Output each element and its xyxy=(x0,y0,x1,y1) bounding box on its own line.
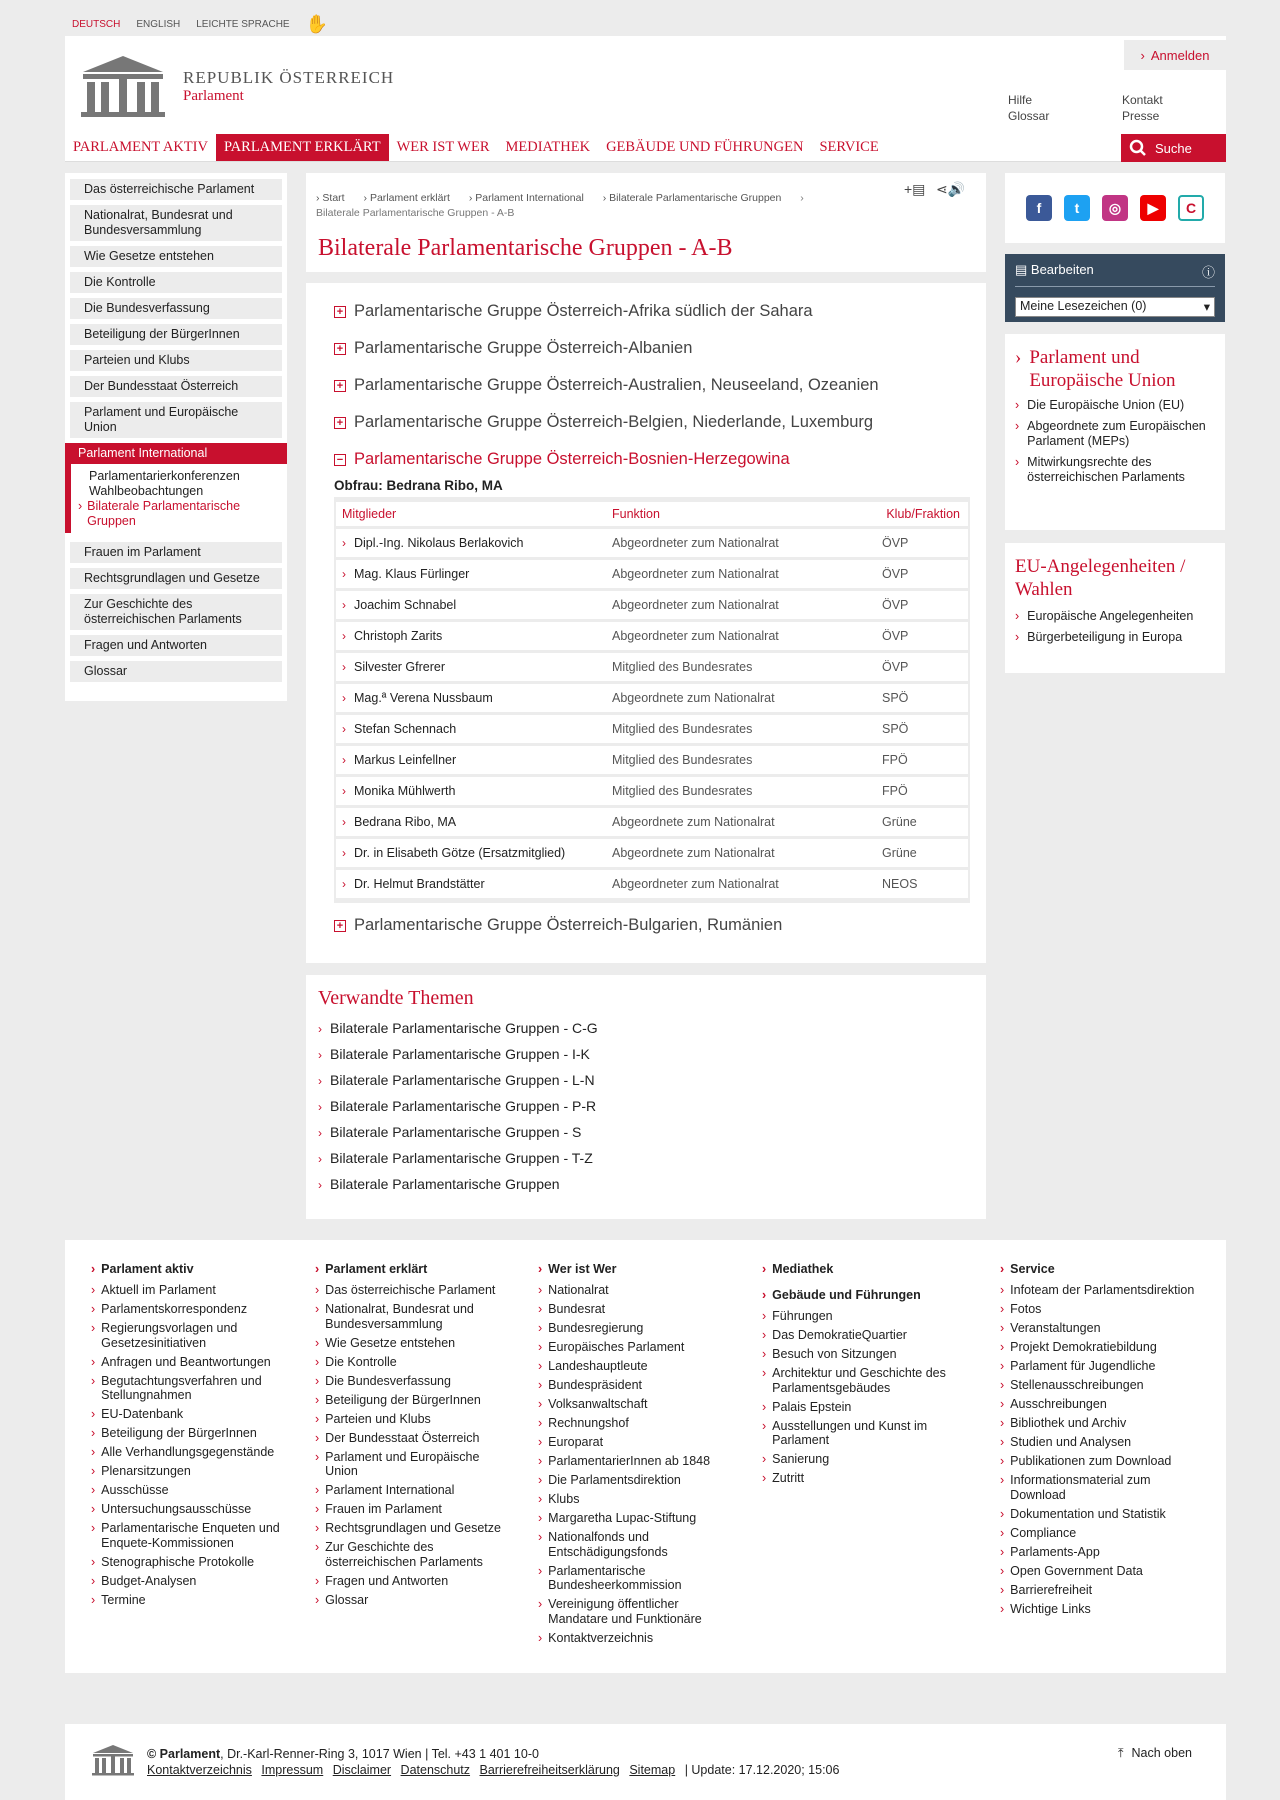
member-club: ÖVP xyxy=(876,622,968,650)
member-function: Mitglied des Bundesrates xyxy=(606,715,876,743)
footer-col-title[interactable]: › Service xyxy=(1000,1262,1055,1276)
member-function: Abgeordnete zum Nationalrat xyxy=(606,684,876,712)
chevron-right-icon: › xyxy=(342,598,346,612)
footer-link[interactable]: › EU-Datenbank xyxy=(91,1407,184,1421)
sidebar-item[interactable]: Die Bundesverfassung xyxy=(70,298,282,319)
footer-col-aktiv xyxy=(91,1262,286,1612)
related-link[interactable]: › Bilaterale Parlamentarische Gruppen - T-Z xyxy=(318,1150,593,1166)
lang-deutsch[interactable]: DEUTSCH xyxy=(72,19,121,30)
member-name[interactable]: › Silvester Gfrerer xyxy=(336,653,606,681)
parliament-logo-small[interactable] xyxy=(91,1744,135,1776)
footer-link[interactable]: › Veranstaltungen xyxy=(1000,1321,1101,1335)
table-row[interactable] xyxy=(336,653,968,681)
members-table xyxy=(334,497,970,903)
footer-link[interactable]: › Beteiligung der BürgerInnen xyxy=(315,1392,481,1407)
groups-box xyxy=(306,283,986,963)
search-icon xyxy=(1129,139,1147,157)
table-row[interactable] xyxy=(336,591,968,619)
related-link[interactable]: › Bilaterale Parlamentarische Gruppen xyxy=(318,1176,560,1192)
table-header xyxy=(336,502,968,526)
member-club: SPÖ xyxy=(876,715,968,743)
eu-box-title[interactable]: › Parlament und Europäische Union xyxy=(1015,347,1176,391)
footer-link[interactable]: › Compliance xyxy=(1000,1525,1077,1540)
copyright: © Parlament, Dr.-Karl-Renner-Ring 3, 1017 Wien | Tel. +43 1 401 10-0 Kontaktverzeichnis Impressum Disclaimer Datenschutz Barrierefreiheitserklärung Sitemap | Update: 17.12.2020; 15:06 xyxy=(147,1747,840,1777)
press-link[interactable]: Presse xyxy=(1122,109,1160,123)
footer-link[interactable]: › Rechtsgrundlagen und Gesetze xyxy=(315,1521,501,1535)
instagram-icon[interactable]: ◎ xyxy=(1102,195,1128,221)
sidebar-item[interactable]: Glossar xyxy=(70,661,282,682)
sidebar-nav xyxy=(65,173,287,701)
footer-link[interactable]: › Fragen und Antworten xyxy=(315,1573,449,1588)
member-function: Abgeordneter zum Nationalrat xyxy=(606,591,876,619)
contact-link[interactable]: Kontakt xyxy=(1122,93,1163,107)
search-button[interactable]: Suche xyxy=(1121,134,1226,162)
eu-affairs-link[interactable]: › Europäische Angelegenheiten xyxy=(1015,609,1194,623)
parliament-building-icon xyxy=(79,54,167,118)
footer-link[interactable]: › Die Parlamentsdirektion xyxy=(538,1473,681,1487)
eu-link[interactable]: › Die Europäische Union (EU) xyxy=(1015,398,1185,412)
update-date: | Update: 17.12.2020; 15:06 xyxy=(684,1763,840,1777)
help-links xyxy=(1008,92,1049,124)
nav-mediathek[interactable]: MEDIATHEK xyxy=(505,139,591,155)
collapse-icon: − xyxy=(334,454,346,466)
footer-link[interactable]: › Parlamentskorrespondenz xyxy=(91,1302,248,1316)
footer-link[interactable]: › Open Government Data xyxy=(1000,1563,1143,1578)
footer-link[interactable]: › Aktuell im Parlament xyxy=(91,1283,216,1297)
footer-col-title[interactable]: › Parlament aktiv xyxy=(91,1262,194,1276)
footer-link[interactable]: › Das DemokratieQuartier xyxy=(762,1328,907,1342)
group-accordion[interactable]: + Parlamentarische Gruppe Österreich-Bulgarien, Rumänien xyxy=(334,907,958,944)
breadcrumb-item[interactable]: › Parlament erklärt xyxy=(363,192,450,204)
footer-link[interactable]: › Landeshauptleute xyxy=(538,1359,648,1373)
footer-col-mediathek xyxy=(762,1262,957,1490)
logo-title: REPUBLIK ÖSTERREICH xyxy=(183,67,395,87)
nav-gebaeude[interactable]: GEBÄUDE UND FÜHRUNGEN xyxy=(606,139,804,155)
sidebar-subitem-current[interactable]: › Bilaterale Parlamentarische Gruppen xyxy=(78,499,241,528)
nav-service[interactable]: SERVICE xyxy=(819,139,879,155)
sidebar-item[interactable]: Frauen im Parlament xyxy=(70,542,282,563)
lang-english[interactable]: ENGLISH xyxy=(136,19,181,30)
footer-link[interactable]: › Projekt Demokratiebildung xyxy=(1000,1340,1157,1354)
footer-link[interactable]: › Plenarsitzungen xyxy=(91,1464,191,1478)
social-links xyxy=(1005,173,1225,243)
member-name[interactable]: › Stefan Schennach xyxy=(336,715,606,743)
member-function: Abgeordnete zum Nationalrat xyxy=(606,839,876,867)
chevron-right-icon: › xyxy=(342,691,346,705)
footer-col-title[interactable]: › Wer ist Wer xyxy=(538,1262,617,1276)
member-club: Grüne xyxy=(876,839,968,867)
footer-link[interactable]: › Ausschreibungen xyxy=(1000,1397,1107,1411)
footer-link[interactable]: › Untersuchungsausschüsse xyxy=(91,1502,252,1516)
footer-link[interactable]: › Studien und Analysen xyxy=(1000,1435,1132,1449)
sidebar-item[interactable]: Fragen und Antworten xyxy=(70,635,282,656)
footer-link[interactable]: › Beteiligung der BürgerInnen xyxy=(91,1426,257,1440)
footer-link[interactable]: › Bundespräsident xyxy=(538,1378,642,1392)
login-button[interactable]: › Anmelden xyxy=(1124,40,1226,70)
eu-affairs-link[interactable]: › Bürgerbeteiligung in Europa xyxy=(1015,630,1183,644)
footer-link[interactable]: › Volksanwaltschaft xyxy=(538,1397,648,1411)
chevron-right-icon: › xyxy=(342,660,346,674)
member-function: Abgeordnete zum Nationalrat xyxy=(606,808,876,836)
table-row[interactable] xyxy=(336,684,968,712)
related-link[interactable]: › Bilaterale Parlamentarische Gruppen - S xyxy=(318,1124,582,1140)
eu-affairs-box xyxy=(1005,543,1225,673)
footer-link[interactable]: › Stenographische Protokolle xyxy=(91,1554,255,1569)
sidebar-subitem[interactable]: Wahlbeobachtungen xyxy=(89,484,204,498)
chevron-right-icon: › xyxy=(342,536,346,550)
footer-link[interactable]: › Glossar xyxy=(315,1592,369,1607)
table-row[interactable] xyxy=(336,529,968,557)
expand-icon: + xyxy=(334,306,346,318)
footer-col-service xyxy=(1000,1262,1195,1621)
footer-link[interactable]: › Europäisches Parlament xyxy=(538,1340,685,1354)
footer-link[interactable]: › Parlamentarische Enqueten und Enquete-Kommissionen xyxy=(91,1521,280,1550)
footer-link[interactable]: › Fotos xyxy=(1000,1302,1042,1316)
sidebar-item-active[interactable]: Parlament International xyxy=(65,443,287,464)
member-name[interactable]: › Markus Leinfellner xyxy=(336,746,606,774)
member-name[interactable]: › Joachim Schnabel xyxy=(336,591,606,619)
footer-link[interactable]: › Der Bundesstaat Österreich xyxy=(315,1430,480,1445)
member-name[interactable]: › Monika Mühlwerth xyxy=(336,777,606,805)
footer-link[interactable]: › Informationsmaterial zum Download xyxy=(1000,1473,1151,1502)
twitter-icon[interactable]: t xyxy=(1064,195,1090,221)
table-row[interactable] xyxy=(336,870,968,898)
footer-link[interactable]: › Besuch von Sitzungen xyxy=(762,1347,897,1361)
demokratie-icon[interactable]: C xyxy=(1178,195,1204,221)
footer-link[interactable]: › Das österreichische Parlament xyxy=(315,1283,496,1297)
member-club: FPÖ xyxy=(876,746,968,774)
sidebar-subnav xyxy=(65,464,287,533)
title-box xyxy=(306,173,986,272)
arrow-up-icon: ⤒ xyxy=(1118,1746,1124,1760)
footer-link[interactable]: Disclaimer xyxy=(332,1763,392,1777)
group-accordion[interactable]: + Parlamentarische Gruppe Österreich-Afrika südlich der Sahara xyxy=(334,293,958,330)
eu-link[interactable]: › Abgeordnete zum Europäischen Parlament (MEPs) xyxy=(1015,419,1206,448)
breadcrumb-current: › Bilaterale Parlamentarische Gruppen - A-B xyxy=(316,192,804,219)
footer-link[interactable]: › Parlament für Jugendliche xyxy=(1000,1359,1156,1373)
footer-link[interactable]: › Wichtige Links xyxy=(1000,1601,1091,1616)
footer-link[interactable]: › Dokumentation und Statistik xyxy=(1000,1506,1166,1521)
member-name[interactable]: › Bedrana Ribo, MA xyxy=(336,808,606,836)
glossary-link[interactable]: Glossar xyxy=(1008,109,1050,123)
footer-link[interactable]: › Führungen xyxy=(762,1309,833,1323)
member-function: Abgeordneter zum Nationalrat xyxy=(606,560,876,588)
member-club: ÖVP xyxy=(876,529,968,557)
table-row[interactable] xyxy=(336,622,968,650)
footer-link[interactable]: › Parlamentarische Bundesheerkommission xyxy=(538,1563,682,1592)
footer-link[interactable]: Barrierefreiheitserklärung xyxy=(479,1763,620,1777)
footer-link[interactable]: › Ausstellungen und Kunst im Parlament xyxy=(762,1418,928,1447)
back-to-top[interactable]: ⤒ Nach oben xyxy=(1118,1746,1192,1760)
member-function: Abgeordneter zum Nationalrat xyxy=(606,622,876,650)
footer-link[interactable]: › Termine xyxy=(91,1592,146,1607)
footer-bottom xyxy=(65,1724,1226,1800)
footer-link[interactable]: › Barrierefreiheit xyxy=(1000,1582,1093,1597)
footer-link[interactable]: › Wie Gesetze entstehen xyxy=(315,1335,456,1350)
footer-link[interactable]: › Bibliothek und Archiv xyxy=(1000,1416,1127,1430)
group-accordion[interactable]: + Parlamentarische Gruppe Österreich-Belgien, Niederlande, Luxemburg xyxy=(334,404,958,441)
eu-link[interactable]: › Mitwirkungsrechte des österreichischen Parlaments xyxy=(1015,455,1185,484)
chevron-right-icon: › xyxy=(342,846,346,860)
footer-link[interactable]: › Nationalrat xyxy=(538,1283,609,1297)
expand-icon: + xyxy=(334,343,346,355)
member-function: Mitglied des Bundesrates xyxy=(606,777,876,805)
sidebar-item[interactable]: Der Bundesstaat Österreich xyxy=(70,376,282,397)
member-club: ÖVP xyxy=(876,653,968,681)
member-name[interactable]: › Mag. Klaus Fürlinger xyxy=(336,560,606,588)
site-header xyxy=(65,36,1226,162)
footer-link[interactable]: › Klubs xyxy=(538,1492,580,1506)
share-readaloud-icon[interactable]: ⋖🔊 xyxy=(936,181,966,197)
footer-link[interactable]: › Parlament International xyxy=(315,1483,455,1497)
language-bar xyxy=(72,14,328,35)
breadcrumb xyxy=(316,191,846,221)
nav-parlament-erklaert[interactable]: PARLAMENT ERKLÄRT xyxy=(216,134,389,161)
sidebar-subitem[interactable]: Parlamentarierkonferenzen xyxy=(89,469,240,483)
table-row[interactable] xyxy=(336,808,968,836)
footer-link[interactable]: › Die Bundesverfassung xyxy=(315,1373,451,1388)
footer-link[interactable]: › Publikationen zum Download xyxy=(1000,1454,1172,1468)
facebook-icon[interactable]: f xyxy=(1026,195,1052,221)
sidebar-item[interactable]: Parteien und Klubs xyxy=(70,350,282,371)
related-title: Verwandte Themen xyxy=(318,987,474,1009)
footer-link[interactable]: › Parlament und Europäische Union xyxy=(315,1449,480,1478)
col-function: Funktion xyxy=(606,502,876,526)
footer-link[interactable]: › Vereinigung öffentlicher Mandatare und Funktionäre xyxy=(538,1597,702,1626)
footer-link[interactable]: › Begutachtungsverfahren und Stellungnahmen xyxy=(91,1373,262,1402)
member-club: NEOS xyxy=(876,870,968,898)
edit-panel xyxy=(1005,254,1225,322)
group-accordion-open[interactable]: − Parlamentarische Gruppe Österreich-Bosnien-Herzegowina xyxy=(334,441,958,478)
sidebar-item[interactable]: Parlament und Europäische Union xyxy=(70,402,282,438)
footer-col-wer xyxy=(538,1262,733,1650)
footer-link[interactable]: › Nationalfonds und Entschädigungsfonds xyxy=(538,1530,668,1559)
sign-language-icon[interactable]: ✋ xyxy=(305,14,329,34)
footer-link[interactable]: › Ausschüsse xyxy=(91,1483,169,1497)
group-accordion[interactable]: + Parlamentarische Gruppe Österreich-Albanien xyxy=(334,330,958,367)
sidebar-item[interactable]: Rechtsgrundlagen und Gesetze xyxy=(70,568,282,589)
main-nav xyxy=(65,134,1226,162)
member-name[interactable]: › Dr. Helmut Brandstätter xyxy=(336,870,606,898)
footer-link[interactable]: Datenschutz xyxy=(400,1763,471,1777)
sidebar-item[interactable]: Wie Gesetze entstehen xyxy=(70,246,282,267)
member-club: ÖVP xyxy=(876,591,968,619)
chevron-down-icon: ▾ xyxy=(1203,300,1210,314)
table-row[interactable] xyxy=(336,746,968,774)
footer-col-title[interactable]: › Mediathek xyxy=(762,1262,834,1276)
group-chair: Obfrau: Bedrana Ribo, MA xyxy=(334,478,503,493)
eu-affairs-title: EU-Angelegenheiten / Wahlen xyxy=(1015,556,1186,600)
add-bookmark-icon[interactable]: +▤ xyxy=(904,181,926,197)
member-function: Abgeordneter zum Nationalrat xyxy=(606,529,876,557)
sidebar-item[interactable]: Die Kontrolle xyxy=(70,272,282,293)
related-link[interactable]: › Bilaterale Parlamentarische Gruppen - L-N xyxy=(318,1072,595,1088)
footer-link[interactable]: › ParlamentarierInnen ab 1848 xyxy=(538,1454,711,1468)
member-function: Mitglied des Bundesrates xyxy=(606,746,876,774)
footer-link[interactable]: › Parlaments-App xyxy=(1000,1544,1100,1559)
footer-link[interactable]: › Parteien und Klubs xyxy=(315,1411,431,1426)
breadcrumb-item[interactable]: › Start xyxy=(316,192,345,204)
member-club: FPÖ xyxy=(876,777,968,805)
footer-link[interactable]: › Alle Verhandlungsgegenstände xyxy=(91,1445,275,1459)
chevron-right-icon: › xyxy=(342,753,346,767)
footer-link[interactable]: › Zutritt xyxy=(762,1471,805,1485)
help-link[interactable]: Hilfe xyxy=(1008,93,1033,107)
bookmarks-select[interactable]: Meine Lesezeichen (0) ▾ xyxy=(1015,297,1215,317)
sidebar-item[interactable]: Beteiligung der BürgerInnen xyxy=(70,324,282,345)
col-club: Klub/Fraktion xyxy=(876,502,968,526)
sidebar-item[interactable]: Nationalrat, Bundesrat und Bundesversammlung xyxy=(70,205,282,241)
table-row[interactable] xyxy=(336,777,968,805)
contact-links xyxy=(1122,92,1163,124)
footer-link[interactable]: › Die Kontrolle xyxy=(315,1354,397,1369)
footer-link[interactable]: › Frauen im Parlament xyxy=(315,1502,442,1516)
footer-link[interactable]: › Architektur und Geschichte des Parlamentsgebäudes xyxy=(762,1366,946,1395)
breadcrumb-item[interactable]: › Bilaterale Parlamentarische Gruppen xyxy=(602,192,782,204)
footer-link[interactable]: › Sanierung xyxy=(762,1452,830,1466)
member-club: Grüne xyxy=(876,808,968,836)
logo-subtitle: Parlament xyxy=(183,87,244,104)
group-accordion[interactable]: + Parlamentarische Gruppe Österreich-Australien, Neuseeland, Ozeanien xyxy=(334,367,958,404)
col-members: Mitglieder xyxy=(336,502,606,526)
footer-link[interactable]: › Budget-Analysen xyxy=(91,1573,197,1588)
chevron-right-icon: › xyxy=(342,815,346,829)
related-link[interactable]: › Bilaterale Parlamentarische Gruppen - P-R xyxy=(318,1098,597,1114)
member-name[interactable]: › Christoph Zarits xyxy=(336,622,606,650)
footer-link[interactable]: › Stellenausschreibungen xyxy=(1000,1378,1144,1392)
footer-link[interactable]: › Rechnungshof xyxy=(538,1416,629,1430)
table-row[interactable] xyxy=(336,715,968,743)
footer-link[interactable]: › Zur Geschichte des österreichischen Parlaments xyxy=(315,1540,483,1569)
footer-link[interactable]: › Europarat xyxy=(538,1435,604,1449)
related-link[interactable]: › Bilaterale Parlamentarische Gruppen - C-G xyxy=(318,1020,598,1036)
member-club: ÖVP xyxy=(876,560,968,588)
footer-link[interactable]: › Bundesregierung xyxy=(538,1321,644,1335)
related-topics xyxy=(306,975,986,1219)
member-name[interactable]: › Dipl.-Ing. Nikolaus Berlakovich xyxy=(336,529,606,557)
footer-link[interactable]: › Nationalrat, Bundesrat und Bundesversammlung xyxy=(315,1302,474,1331)
footer-link[interactable]: Kontaktverzeichnis xyxy=(147,1763,252,1777)
expand-icon: + xyxy=(334,380,346,392)
footer-link[interactable]: › Bundesrat xyxy=(538,1302,606,1316)
breadcrumb-item[interactable]: › Parlament International xyxy=(468,192,584,204)
expand-icon: + xyxy=(334,417,346,429)
edit-label[interactable]: ▤ Bearbeiten xyxy=(1015,262,1094,277)
footer-link[interactable]: Impressum xyxy=(261,1763,324,1777)
info-icon[interactable]: ⓘ xyxy=(1201,265,1215,280)
member-club: SPÖ xyxy=(876,684,968,712)
member-function: Mitglied des Bundesrates xyxy=(606,653,876,681)
member-name[interactable]: › Mag.ª Verena Nussbaum xyxy=(336,684,606,712)
table-row[interactable] xyxy=(336,560,968,588)
member-function: Abgeordneter zum Nationalrat xyxy=(606,870,876,898)
expand-icon: + xyxy=(334,920,346,932)
chevron-right-icon: › xyxy=(342,629,346,643)
eu-box xyxy=(1005,334,1225,530)
chevron-right-icon: › xyxy=(342,784,346,798)
footer-link[interactable]: › Regierungsvorlagen und Gesetzesinitiativen xyxy=(91,1321,238,1350)
footer-sitemap xyxy=(65,1240,1226,1673)
youtube-icon[interactable]: ▶ xyxy=(1140,195,1166,221)
parliament-logo[interactable] xyxy=(79,54,394,118)
footer-link[interactable]: Sitemap xyxy=(629,1763,676,1777)
page-title: Bilaterale Parlamentarische Gruppen - A-B xyxy=(318,235,733,261)
lang-leichte-sprache[interactable]: LEICHTE SPRACHE xyxy=(196,19,290,30)
footer-link[interactable]: › Infoteam der Parlamentsdirektion xyxy=(1000,1283,1195,1297)
sidebar-item[interactable]: Das österreichische Parlament xyxy=(70,179,282,200)
table-row[interactable] xyxy=(336,839,968,867)
footer-col-erklaert xyxy=(315,1262,510,1612)
sidebar-item[interactable]: Zur Geschichte des österreichischen Parlaments xyxy=(70,594,282,630)
footer-link[interactable]: › Palais Epstein xyxy=(762,1399,852,1414)
chevron-right-icon: › xyxy=(342,877,346,891)
chevron-right-icon: › xyxy=(342,722,346,736)
member-name[interactable]: › Dr. in Elisabeth Götze (Ersatzmitglied) xyxy=(336,839,606,867)
related-link[interactable]: › Bilaterale Parlamentarische Gruppen - I-K xyxy=(318,1046,590,1062)
footer-link[interactable]: › Anfragen und Beantwortungen xyxy=(91,1354,271,1369)
nav-wer-ist-wer[interactable]: WER IST WER xyxy=(396,139,490,155)
footer-link[interactable]: › Kontaktverzeichnis xyxy=(538,1630,654,1645)
footer-col-title[interactable]: › Parlament erklärt xyxy=(315,1262,428,1276)
footer-link[interactable]: › Margaretha Lupac-Stiftung xyxy=(538,1511,697,1525)
footer-col-title[interactable]: › Gebäude und Führungen xyxy=(762,1288,921,1302)
nav-parlament-aktiv[interactable]: PARLAMENT AKTIV xyxy=(73,139,208,155)
chevron-right-icon: › xyxy=(342,567,346,581)
